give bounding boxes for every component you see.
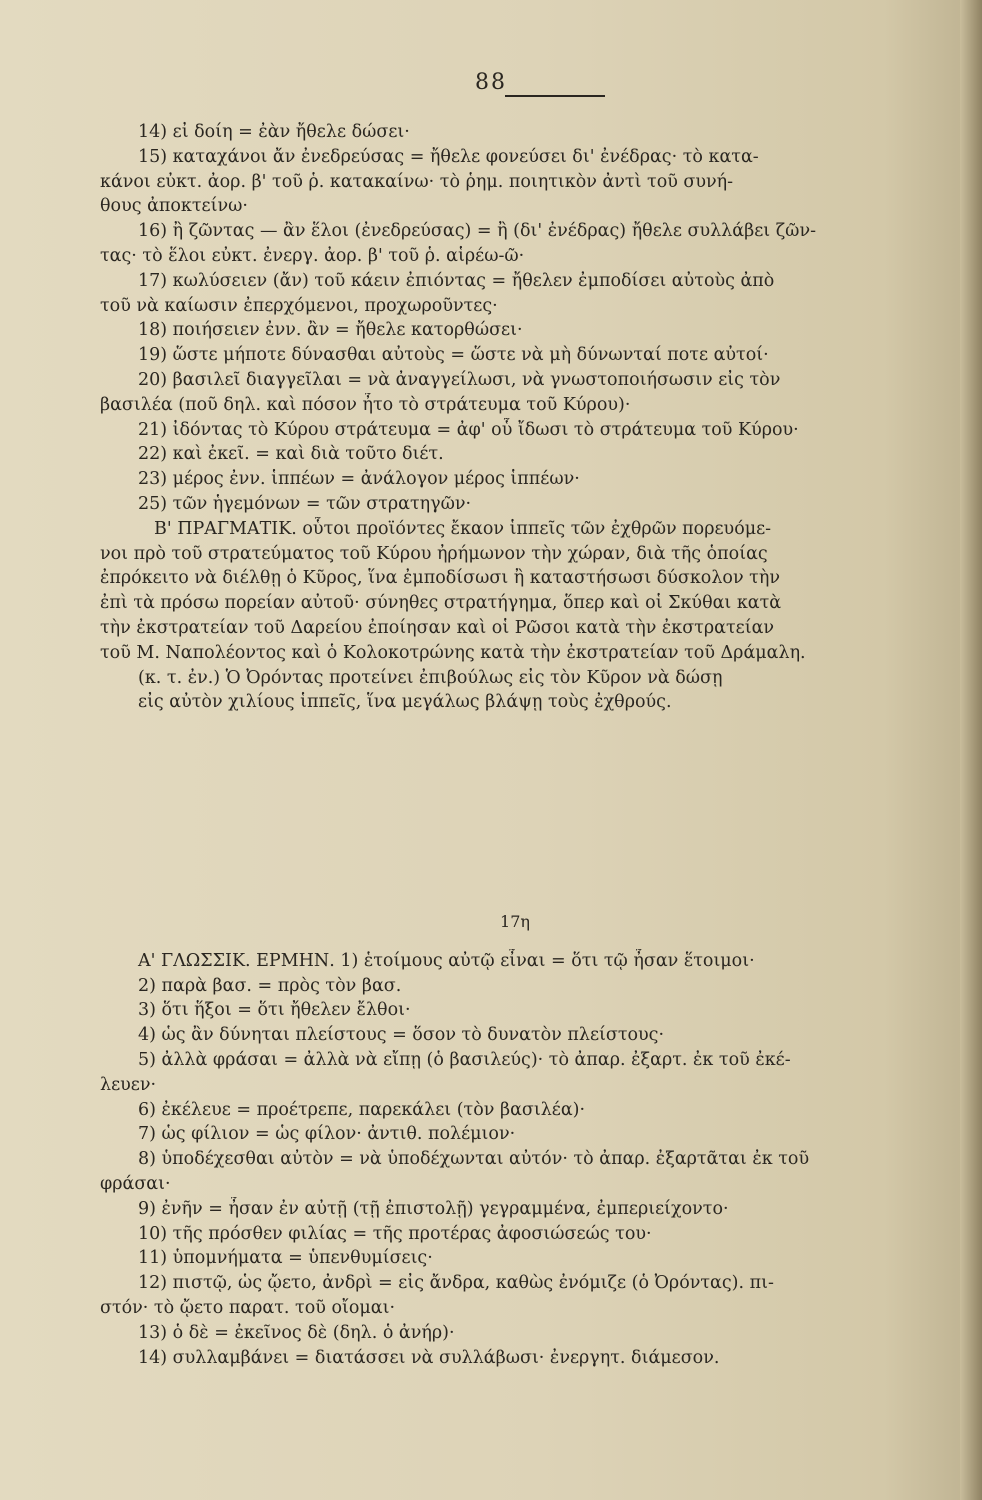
note-line: φράσαι· xyxy=(100,1173,171,1194)
note-line: στόν· τὸ ᾤετο παρατ. τοῦ οἴομαι· xyxy=(100,1297,396,1318)
note-line: 2) παρὰ βασ. = πρὸς τὸν βασ. xyxy=(138,975,402,996)
section-heading: 17η xyxy=(500,912,530,931)
note-line: 16) ἢ ζῶντας — ἂν ἕλοι (ἐνεδρεύσας) = ἢ (δι' ἐνέδρας) ἤθελε συλλάβει ζῶν- xyxy=(138,221,816,242)
paragraph-line: (κ. τ. ἐν.) Ὁ Ὀρόντας προτείνει ἐπιβούλως εἰς τὸν Κῦρον νὰ δώσῃ xyxy=(138,667,723,688)
note-line: 3) ὅτι ἥξοι = ὅτι ἤθελεν ἔλθοι· xyxy=(138,1000,411,1021)
note-line: 23) μέρος ἐνν. ἱππέων = ἀνάλογον μέρος ἱππέων· xyxy=(138,469,580,490)
note-line: 15) καταχάνοι ἄν ἐνεδρεύσας = ἤθελε φονεύσει δι' ἐνέδρας· τὸ κατα- xyxy=(138,146,759,167)
note-line: 9) ἐνῆν = ἦσαν ἐν αὐτῇ (τῇ ἐπιστολῇ) γεγραμμένα, ἐμπεριείχοντο· xyxy=(138,1198,729,1219)
note-line: 14) εἰ δοίη = ἐὰν ἤθελε δώσει· xyxy=(138,122,410,142)
paragraph-line: ἐπὶ τὰ πρόσω πορείαν αὐτοῦ· σύνηθες στρατήγημα, ὅπερ καὶ οἱ Σκύθαι κατὰ xyxy=(100,593,782,614)
commentary-section-16 xyxy=(100,120,930,715)
note-line: 20) βασιλεῖ διαγγεῖλαι = νὰ ἀναγγείλωσι, νὰ γνωστοποιήσωσιν εἰς τὸν xyxy=(138,369,781,390)
paragraph-line: νοι πρὸ τοῦ στρατεύματος τοῦ Κύρου ἠρήμωνον τὴν χώραν, διὰ τῆς ὁποίας xyxy=(100,543,768,564)
note-line: θους ἀποκτείνω· xyxy=(100,196,248,217)
note-line: 14) συλλαμβάνει = διατάσσει νὰ συλλάβωσι· ἐνεργητ. διάμεσον. xyxy=(138,1347,720,1368)
note-line: 7) ὡς φίλιον = ὡς φίλον· ἀντιθ. πολέμιον· xyxy=(138,1124,516,1145)
note-line: 5) ἀλλὰ φράσαι = ἀλλὰ νὰ εἴπῃ (ὁ βασιλεύς)· τὸ ἀπαρ. ἐξαρτ. ἐκ τοῦ ἐκέ- xyxy=(138,1049,791,1070)
note-line: 4) ὡς ἂν δύνηται πλείστους = ὅσον τὸ δυνατὸν πλείστους· xyxy=(138,1025,665,1046)
note-line: βασιλέα (ποῦ δηλ. καὶ πόσον ἦτο τὸ στράτευμα τοῦ Κύρου)· xyxy=(100,394,631,415)
paragraph-line: Β' ΠΡΑΓΜΑΤΙΚ. οὗτοι προϊόντες ἔκαον ἱππεῖς τῶν ἐχθρῶν πορευόμε- xyxy=(154,518,772,539)
note-line: Α' ΓΛΩΣΣΙΚ. ΕΡΜΗΝ. 1) ἑτοίμους αὐτῷ εἶναι = ὅτι τῷ ἦσαν ἕτοιμοι· xyxy=(138,950,755,971)
note-line: 17) κωλύσειεν (ἄν) τοῦ κάειν ἐπιόντας = ἤθελεν ἐμποδίσει αὐτοὺς ἀπὸ xyxy=(138,270,775,291)
note-line: 21) ἰδόντας τὸ Κύρου στράτευμα = ἀφ' οὗ ἴδωσι τὸ στράτευμα τοῦ Κύρου· xyxy=(138,419,799,440)
note-line: λευεν· xyxy=(100,1074,157,1095)
paragraph-line: τὴν ἐκστρατείαν τοῦ Δαρείου ἐποίησαν καὶ οἱ Ρῶσοι κατὰ τὴν ἐκστρατείαν xyxy=(100,617,775,638)
note-line: 19) ὥστε μήποτε δύνασθαι αὐτοὺς = ὥστε νὰ μὴ δύνωνταί ποτε αὐτοί· xyxy=(138,345,769,366)
note-line: κάνοι εὐκτ. ἀορ. β' τοῦ ῥ. κατακαίνω· τὸ ῥημ. ποιητικὸν ἀντὶ τοῦ συνή- xyxy=(100,171,734,192)
note-line: τοῦ νὰ καίωσιν ἐπερχόμενοι, προχωροῦντες· xyxy=(100,295,498,316)
note-line: 12) πιστῷ, ὡς ᾤετο, ἀνδρὶ = εἰς ἄνδρα, καθὼς ἐνόμιζε (ὁ Ὀρόντας). πι- xyxy=(138,1273,774,1294)
paragraph-line: εἰς αὐτὸν χιλίους ἱππεῖς, ἵνα μεγάλως βλάψῃ τοὺς ἐχθρούς. xyxy=(138,692,672,713)
paragraph-line: ἐπρόκειτο νὰ διέλθῃ ὁ Κῦρος, ἵνα ἐμποδίσωσι ἢ καταστήσωσι δύσκολον τὴν xyxy=(100,568,780,589)
note-line: 18) ποιήσειεν ἐνν. ἂν = ἤθελε κατορθώσει· xyxy=(138,320,523,341)
paragraph-line: τοῦ Μ. Ναπολέοντος καὶ ὁ Κολοκοτρώνης κατὰ τὴν ἐκστρατείαν τοῦ Δράμαλη. xyxy=(100,642,806,663)
note-line: 13) ὁ δὲ = ἐκεῖνος δὲ (δηλ. ὁ ἀνήρ)· xyxy=(138,1322,455,1343)
note-line: 6) ἐκέλευε = προέτρεπε, παρεκάλει (τὸν βασιλέα)· xyxy=(138,1099,586,1120)
header-rule xyxy=(505,95,605,97)
note-line: 11) ὑπομνήματα = ὑπενθυμίσεις· xyxy=(138,1248,433,1269)
commentary-section-17 xyxy=(100,910,930,1370)
page-edge xyxy=(960,0,982,1500)
note-line: 8) ὑποδέχεσθαι αὐτὸν = νὰ ὑποδέχωνται αὐτόν· τὸ ἀπαρ. ἐξαρτᾶται ἐκ τοῦ xyxy=(138,1149,810,1170)
note-line: 22) καὶ ἐκεῖ. = καὶ διὰ τοῦτο διέτ. xyxy=(138,444,444,465)
page-number: 88 xyxy=(475,70,507,95)
note-line: 25) τῶν ἡγεμόνων = τῶν στρατηγῶν· xyxy=(138,493,472,514)
note-line: 10) τῆς πρόσθεν φιλίας = τῆς προτέρας ἀφοσιώσεώς του· xyxy=(138,1223,652,1244)
note-line: τας· τὸ ἕλοι εὐκτ. ἐνεργ. ἀορ. β' τοῦ ῥ. αἱρέω-ῶ· xyxy=(100,245,525,266)
